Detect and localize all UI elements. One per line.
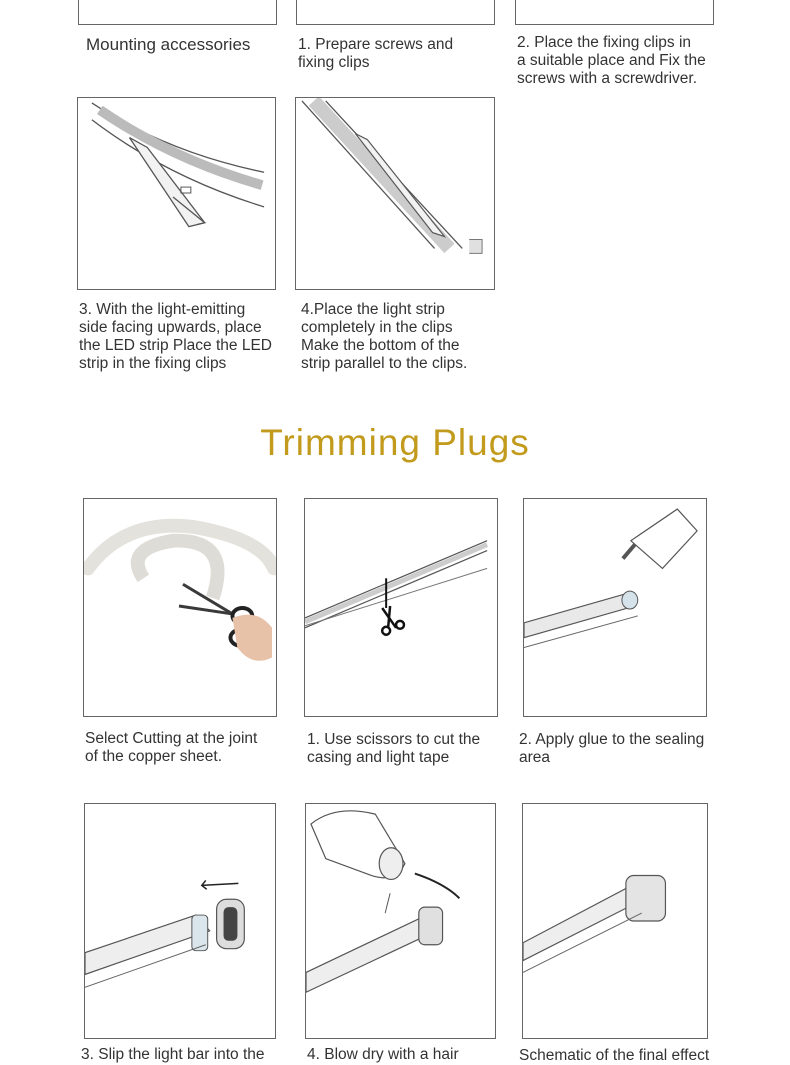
glue-tube-illustration <box>524 499 706 716</box>
trimming-plugs-title: Trimming Plugs <box>260 422 530 463</box>
straight-strip-illustration <box>296 98 494 289</box>
mounting-step-4-caption: 4.Place the light strip completely in the clips Make the bottom of the strip parallel to the clips. <box>301 301 468 372</box>
curved-strip-illustration <box>78 98 275 289</box>
strip-placed-clip-image <box>295 97 495 290</box>
cut-casing-image <box>304 498 498 717</box>
finished-strip-illustration <box>523 804 707 1038</box>
blow-dry-image <box>305 803 496 1039</box>
end-cap-slip-illustration <box>85 804 275 1038</box>
mounting-step-2-caption: 2. Place the fixing clips in a suitable place and Fix the screws with a screwdriver. <box>517 34 706 87</box>
final-effect-caption: Schematic of the final effect <box>519 1047 710 1064</box>
trimming-step-4-caption: 4. Blow dry with a hair <box>307 1046 459 1063</box>
final-effect-image <box>522 803 708 1039</box>
accessories-image <box>78 0 277 25</box>
mounting-step-1-caption: 1. Prepare screws and fixing clips <box>298 36 454 71</box>
trimming-step-1-caption: 1. Use scissors to cut the casing and light tape <box>307 731 481 766</box>
led-strip-in-clip-image <box>77 97 276 290</box>
trimming-step-3-caption: 3. Slip the light bar into the <box>81 1046 265 1063</box>
cut-strip-photo <box>83 498 277 717</box>
scissors-line-illustration <box>305 499 497 716</box>
scissors-cutting-illustration <box>84 499 276 716</box>
mounting-step-3-caption: 3. With the light-emitting side facing upwards, place the LED strip Place the LED strip in the fixing clips <box>79 301 272 372</box>
select-cutting-caption: Select Cutting at the joint of the copper sheet. <box>85 730 258 765</box>
slip-light-bar-image <box>84 803 276 1039</box>
place-clips-image <box>515 0 714 25</box>
trimming-step-2-caption: 2. Apply glue to the sealing area <box>519 731 705 766</box>
mounting-accessories-label: Mounting accessories <box>86 35 251 54</box>
hair-dryer-illustration <box>306 804 495 1038</box>
apply-glue-image <box>523 498 707 717</box>
prepare-screws-image <box>296 0 495 25</box>
